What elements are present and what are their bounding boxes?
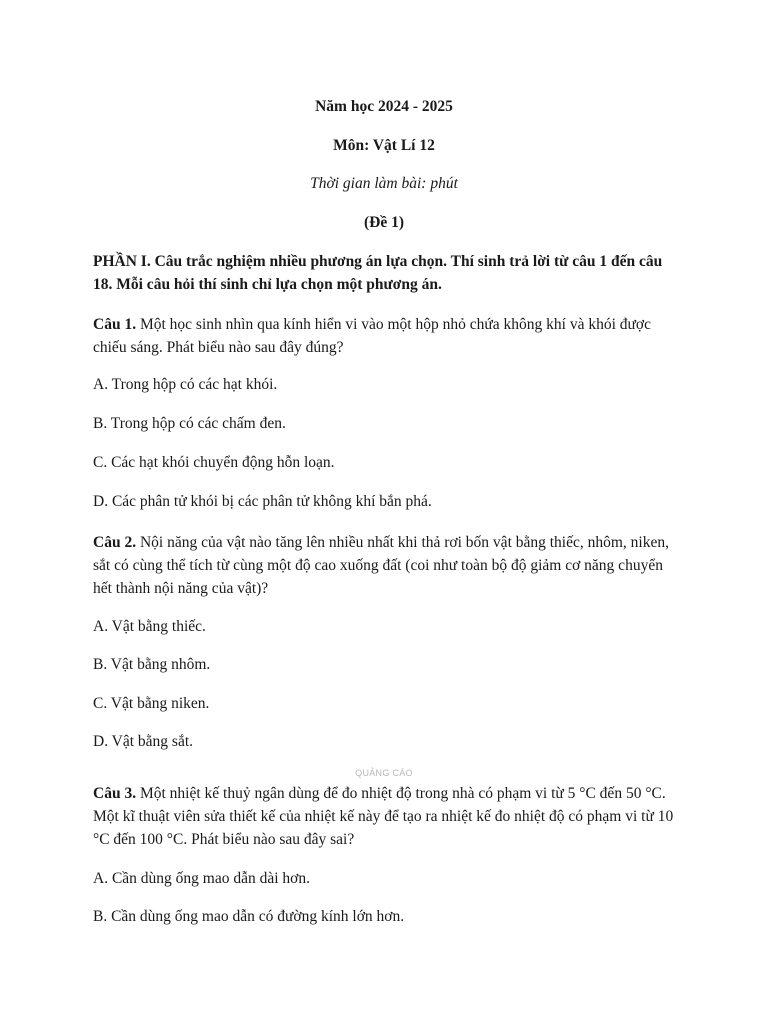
question-1-option-a: A. Trong hộp có các hạt khói. xyxy=(93,376,278,393)
question-2-option-b: B. Vật bằng nhôm. xyxy=(93,656,211,673)
question-2-option-a: A. Vật bằng thiếc. xyxy=(93,618,206,635)
question-2 xyxy=(93,531,683,600)
question-text: Một học sinh nhìn qua kính hiển vi vào một hộp nhỏ chứa không khí và khói được chiếu sáng. Phát biểu nào sau đây đúng? xyxy=(93,316,651,356)
exam-time: Thời gian làm bài: phút xyxy=(310,175,458,192)
question-3-option-a: A. Cần dùng ống mao dẫn dài hơn. xyxy=(93,870,310,887)
question-1-option-d: D. Các phân tử khói bị các phân tử không khí bắn phá. xyxy=(93,493,432,510)
subject-title: Môn: Vật Lí 12 xyxy=(333,137,435,154)
ad-label: QUẢNG CÁO xyxy=(355,768,413,778)
question-label: Câu 3. xyxy=(93,785,137,802)
question-text: Một nhiệt kế thuỷ ngân dùng để đo nhiệt độ trong nhà có phạm vi từ 5 °C đến 50 °C. Một kĩ thuật viên sửa thiết kế của nhiệt kế này để tạo ra nhiệt kế đo nhiệt độ có phạm vi từ 10 °C đến 100 °C. Phát biểu nào sau đây sai? xyxy=(93,785,674,848)
question-1-option-b: B. Trong hộp có các chấm đen. xyxy=(93,415,286,432)
exam-code: (Đề 1) xyxy=(363,214,405,231)
question-text: Nội năng của vật nào tăng lên nhiều nhất khi thả rơi bốn vật bằng thiếc, nhôm, niken, sắt có cùng thể tích từ cùng một độ cao xuống đất (coi như toàn bộ độ giảm cơ năng chuyển hết thành nội năng của vật)? xyxy=(93,534,669,597)
question-1 xyxy=(93,313,683,359)
question-3 xyxy=(93,782,683,851)
question-label: Câu 1. xyxy=(93,316,137,333)
question-2-option-c: C. Vật bằng niken. xyxy=(93,695,210,712)
question-3-option-b: B. Cần dùng ống mao dẫn có đường kính lớn hơn. xyxy=(93,908,405,925)
section-title: PHẦN I. Câu trắc nghiệm nhiều phương án lựa chọn. Thí sinh trả lời từ câu 1 đến câu 18. Mỗi câu hỏi thí sinh chỉ lựa chọn một phương án. xyxy=(93,253,663,293)
school-year: Năm học 2024 - 2025 xyxy=(315,98,453,115)
question-1-option-c: C. Các hạt khói chuyển động hỗn loạn. xyxy=(93,454,335,471)
question-2-option-d: D. Vật bằng sắt. xyxy=(93,733,194,750)
question-label: Câu 2. xyxy=(93,534,137,551)
